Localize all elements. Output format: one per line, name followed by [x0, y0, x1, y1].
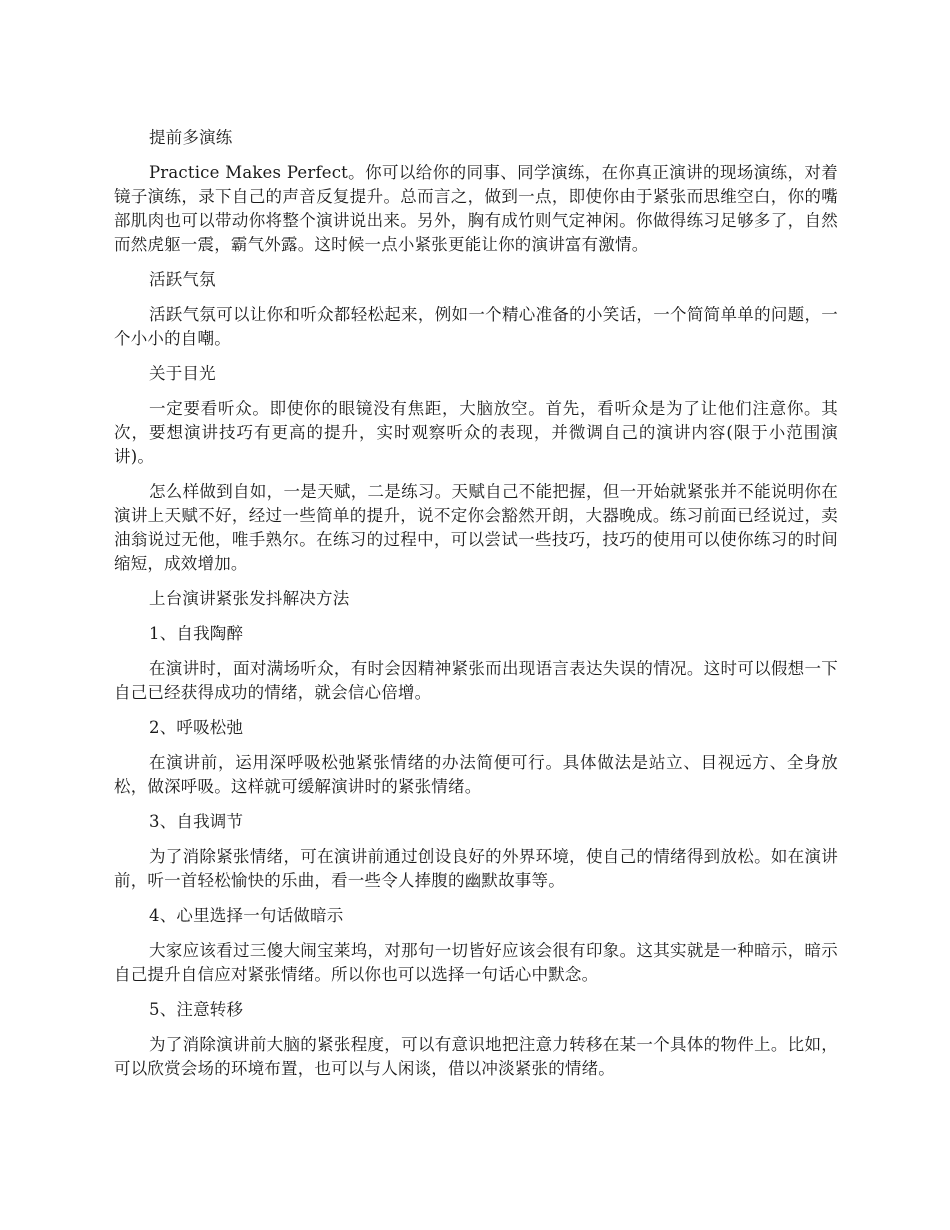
paragraph-self-intoxication: 在演讲时，面对满场听众，有时会因精神紧张而出现语言表达失误的情况。这时可以假想一下自己已经获得成功的情绪，就会信心倍增。: [114, 659, 838, 702]
paragraph-self-regulation: 为了消除紧张情绪，可在演讲前通过创设良好的外界环境，使自己的情绪得到放松。如在演讲前，听一首轻松愉快的乐曲，看一些令人捧腹的幽默故事等。: [114, 847, 838, 890]
paragraph-practice: Practice Makes Perfect。你可以给你的同事、同学演练，在你真正演讲的现场演练，对着镜子演练，录下自己的声音反复提升。总而言之，做到一点，即使你由于紧张而思维空白，你的嘴部肌肉也可以带动你将整个演讲说出来。另外，胸有成竹则气定神闲。你做得练习足够多了，自然而然虎躯一震，霸气外露。这时候一点小紧张更能让你的演讲富有激情。: [114, 163, 838, 254]
paragraph-eye-contact: 一定要看听众。即使你的眼镜没有焦距，大脑放空。首先，看听众是为了让他们注意你。其次，要想演讲技巧有更高的提升，实时观察听众的表现，并微调自己的演讲内容(限于小范围演讲)。: [114, 399, 838, 466]
heading-attention-shift: 5、注意转移: [149, 1000, 244, 1019]
paragraph-suggestion: 大家应该看过三傻大闹宝莱坞，对那句一切皆好应该会很有印象。这其实就是一种暗示，暗示自己提升自信应对紧张情绪。所以你也可以选择一句话心中默念。: [114, 941, 838, 984]
heading-suggestion: 4、心里选择一句话做暗示: [149, 906, 344, 925]
paragraph-attention-shift: 为了消除演讲前大脑的紧张程度，可以有意识地把注意力转移在某一个具体的物件上。比如，可以欣赏会场的环境布置，也可以与人闲谈，借以冲淡紧张的情绪。: [114, 1035, 838, 1078]
heading-atmosphere: 活跃气氛: [149, 270, 216, 289]
paragraph-breathing: 在演讲前，运用深呼吸松弛紧张情绪的办法简便可行。具体做法是站立、目视远方、全身放松，做深呼吸。这样就可缓解演讲时的紧张情绪。: [114, 753, 838, 796]
heading-breathing: 2、呼吸松弛: [149, 718, 244, 737]
heading-self-intoxication: 1、自我陶醉: [149, 624, 244, 643]
heading-eye-contact: 关于目光: [149, 364, 216, 383]
heading-solutions: 上台演讲紧张发抖解决方法: [149, 589, 350, 608]
heading-practice: 提前多演练: [149, 128, 233, 147]
heading-self-regulation: 3、自我调节: [149, 812, 244, 831]
document-body: [114, 126, 838, 1092]
paragraph-talent-practice: 怎么样做到自如，一是天赋，二是练习。天赋自己不能把握，但一开始就紧张并不能说明你在演讲上天赋不好，经过一些简单的提升，说不定你会豁然开朗，大器晚成。练习前面已经说过，卖油翁说过无他，唯手熟尔。在练习的过程中，可以尝试一些技巧，技巧的使用可以使你练习的时间缩短，成效增加。: [114, 482, 838, 573]
paragraph-atmosphere: 活跃气氛可以让你和听众都轻松起来，例如一个精心准备的小笑话，一个简简单单的问题，一个小小的自嘲。: [114, 305, 838, 348]
